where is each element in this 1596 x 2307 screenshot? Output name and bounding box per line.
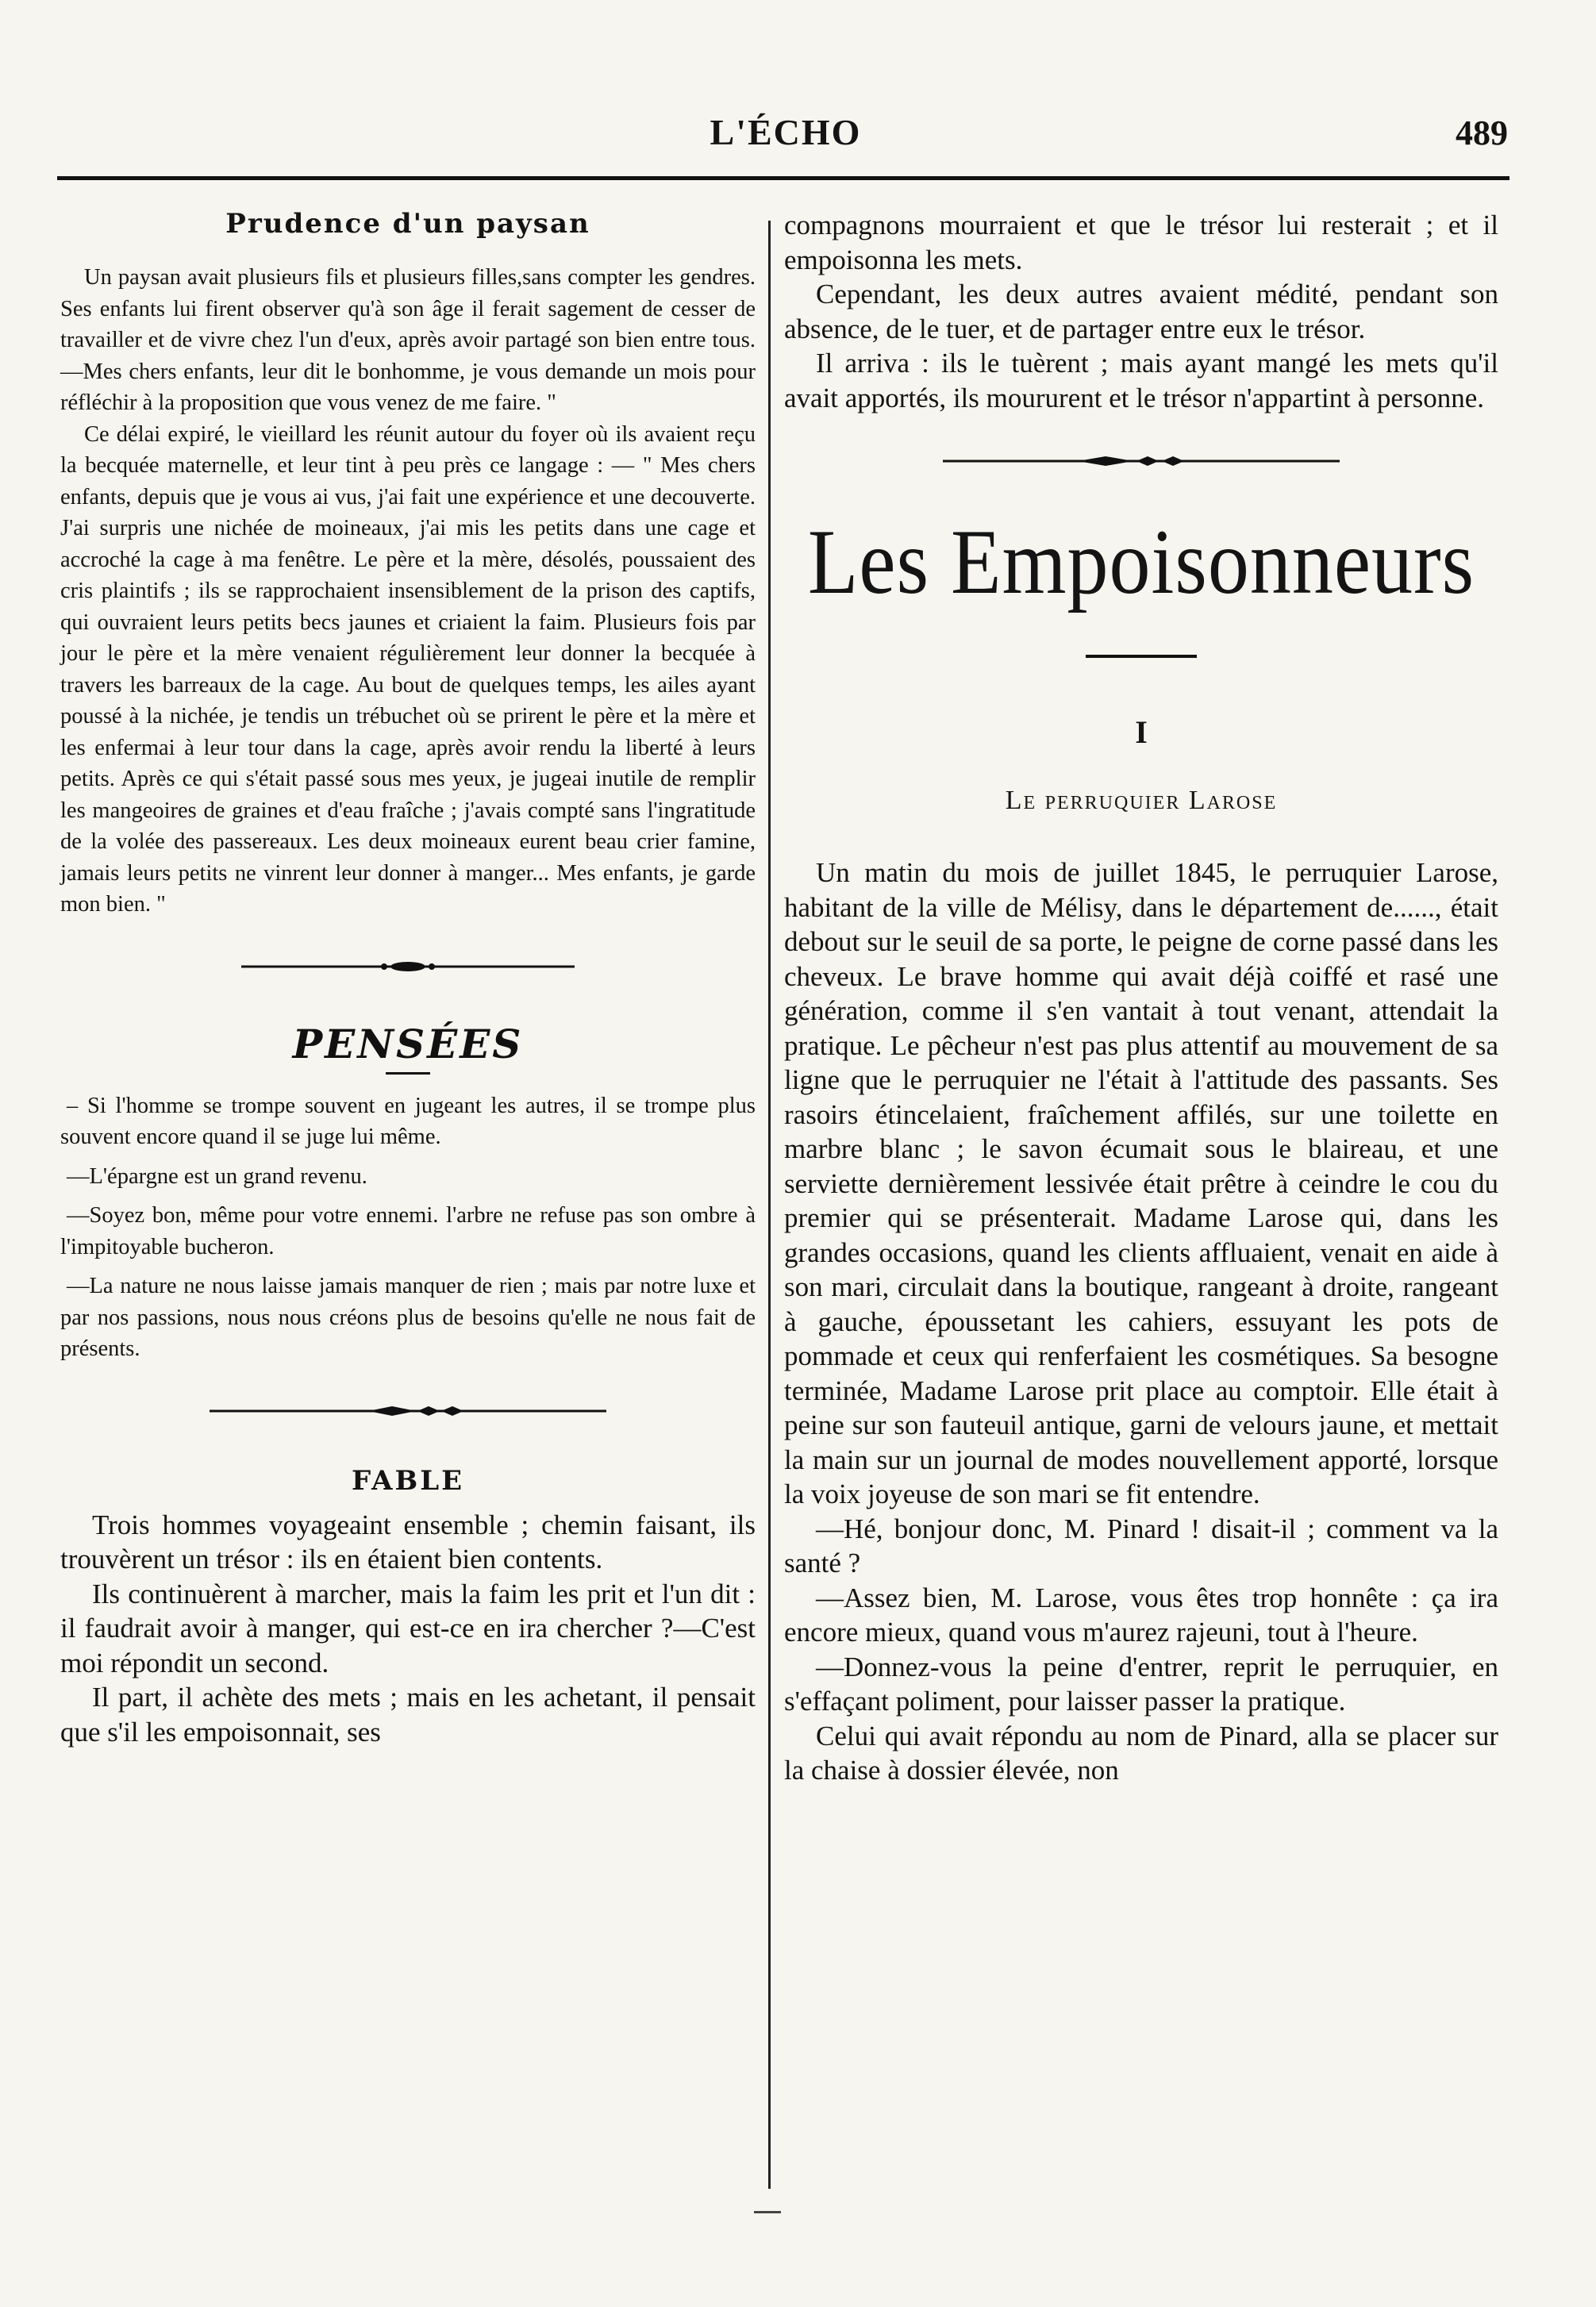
paragraph: —Assez bien, M. Larose, vous êtes trop honnête : ça ira encore mieux, quand vous m'aurez rajeuni, tout à l'heure. bbox=[784, 1582, 1498, 1648]
short-rule bbox=[386, 1072, 430, 1075]
paragraph: Un matin du mois de juillet 1845, le perruquier Larose, habitant de la ville de Mélisy, dans le département de......, était debout sur le seuil de sa porte, le peigne de corne passé dans les cheveux. Le brave homme qui avait déjà coiffé et rasé une génération, comme il s'en vantait à tout venant, attendait la pratique. Le pêcheur n'est pas plus attentif au mouvement de sa ligne que le perruquier ne l'était à l'attitude des passants. Ses rasoirs étincelaient, fraîchement affilés, sur une toilette en marbre blanc ; le savon écumait sous le blaireau, et une serviette dernièrement lessivée était prêtre à ceindre le cou du premier qui se présenterait. Madame Larose qui, dans les grandes occasions, quand les clients affluaient, venait en aide à son mari, circulait dans la boutique, rangeant à droite, rangeant à gauche, époussetant les cahiers, essuyant les pots de pommade et ceux qui renferfaient les cosmétiques. Sa besogne terminée, Madame Larose prit place au comptoir. Elle était à peine sur son fauteuil antique, garni de velours jaune, et mettait la main sur un journal de modes nouvellement apporté, lorsque la voix joyeuse de son mari se fit entendre. bbox=[784, 857, 1498, 1509]
paragraph: Celui qui avait répondu au nom de Pinard, alla se placer sur la chaise à dossier élevée, non bbox=[784, 1720, 1498, 1786]
paragraph: compagnons mourraient et que le trésor lui resterait ; et il empoisonna les mets. bbox=[784, 210, 1498, 275]
paragraph: Un paysan avait plusieurs fils et plusieurs filles,sans compter les gendres. Ses enfants lui firent observer qu'à son âge il ferait sagement de cesser de travailler et de vivre chez l'un d'eux, après avoir partagé son bien entre tous.—Mes chers enfants, leur dit le bonhomme, je vous demande un mois pour réfléchir à la proposition que vous venez de me faire. " bbox=[60, 265, 756, 415]
ornament-divider bbox=[60, 959, 756, 982]
chapter-number: I bbox=[1135, 714, 1148, 750]
fable-continued bbox=[784, 208, 1498, 415]
right-column bbox=[784, 208, 1498, 1788]
fable-body bbox=[60, 1508, 756, 1750]
column-divider bbox=[768, 221, 771, 2189]
left-column bbox=[60, 208, 756, 1749]
title-rule bbox=[1086, 655, 1197, 658]
page-header bbox=[63, 111, 1508, 159]
paragraph: Trois hommes voyageaint ensemble ; chemin faisant, ils trouvèrent un trésor : ils en étaient bien contents. bbox=[60, 1509, 756, 1575]
maxim: —L'épargne est un grand revenu. bbox=[67, 1163, 367, 1189]
paragraph: Ils continuèrent à marcher, mais la faim les prit et l'un dit : il faudrait avoir à manger, qui est-ce en ira chercher ?—C'est moi répondit un second. bbox=[60, 1578, 756, 1678]
header-rule bbox=[57, 176, 1509, 180]
maxim: —Soyez bon, même pour votre ennemi. l'arbre ne refuse pas son ombre à l'impitoyable bucheron. bbox=[60, 1203, 756, 1259]
paragraph: —Hé, bonjour donc, M. Pinard ! disait-il ; comment va la santé ? bbox=[784, 1513, 1498, 1578]
chapter-title: Le perruquier Larose bbox=[1005, 786, 1278, 815]
pensees-title: PENSÉES bbox=[292, 1020, 524, 1067]
ornament-divider bbox=[60, 1403, 756, 1427]
maxim: —La nature ne nous laisse jamais manquer de rien ; mais par notre luxe et par nos passions, nous nous créons plus de besoins qu'elle ne nous fait de présents. bbox=[60, 1274, 756, 1361]
prudence-title: Prudence d'un paysan bbox=[225, 208, 590, 240]
paragraph: —Donnez-vous la peine d'entrer, reprit le perruquier, en s'effaçant poliment, pour laisser passer la pratique. bbox=[784, 1651, 1498, 1717]
page-number: 489 bbox=[1456, 113, 1508, 152]
paragraph: Il part, il achète des mets ; mais en les achetant, il pensait que s'il les empoisonnait, ses bbox=[60, 1682, 756, 1748]
fable-title: FABLE bbox=[351, 1464, 465, 1497]
maxim: – Si l'homme se trompe souvent en jugeant les autres, il se trompe plus souvent encore quand il se juge lui même. bbox=[60, 1093, 756, 1149]
prudence-body bbox=[60, 262, 756, 921]
paragraph: Il arriva : ils le tuèrent ; mais ayant mangé les mets qu'il avait apportés, ils moururent et le trésor n'appartint à personne. bbox=[784, 348, 1498, 413]
journal-title: L'ÉCHO bbox=[710, 112, 862, 152]
feuilleton-body bbox=[784, 856, 1498, 1788]
paragraph: Ce délai expiré, le vieillard les réunit autour du foyer où ils avaient reçu la becquée maternelle, et leur tint à peu près ce langage : — " Mes chers enfants, depuis que je vous ai vus, j'ai fait une expérience et une decouverte. J'ai surpris une nichée de moineaux, j'ai mis les petits dans une cage et accroché la cage à ma fenêtre. Le père et la mère, désolés, poussaient des cris plaintifs ; ils se rapprochaient insensiblement de la prison des captifs, qui ouvraient leurs petits becs jaunes et criaient la faim. Plusieurs fois par jour le père et la mère venaient régulièrement leur donner la becquée à travers les barreaux de la cage. Au bout de quelques temps, les ailes ayant poussé à la nichée, je tendis un trébuchet où se prirent le père et la mère et les enfermai à leur tour dans la cage, après avoir rendu la liberté à leurs petits. Après ce qui s'était passé sous mes yeux, je jugeai inutile de remplir les mangeoires de graines et d'eau fraîche ; j'avais compté sans l'ingratitude de la volée des passereaux. Les deux moineaux eurent beau crier famine, jamais leurs petits ne vinrent leur donner à manger... Mes enfants, je garde mon bien. " bbox=[60, 421, 756, 917]
bottom-dash bbox=[754, 2211, 781, 2213]
ornament-divider bbox=[784, 453, 1498, 477]
feuilleton-title: Les Empoisonneurs bbox=[807, 511, 1475, 613]
pensees-body bbox=[60, 1090, 756, 1365]
paragraph: Cependant, les deux autres avaient médité, pendant son absence, de le tuer, et de partager entre eux le trésor. bbox=[784, 279, 1498, 344]
